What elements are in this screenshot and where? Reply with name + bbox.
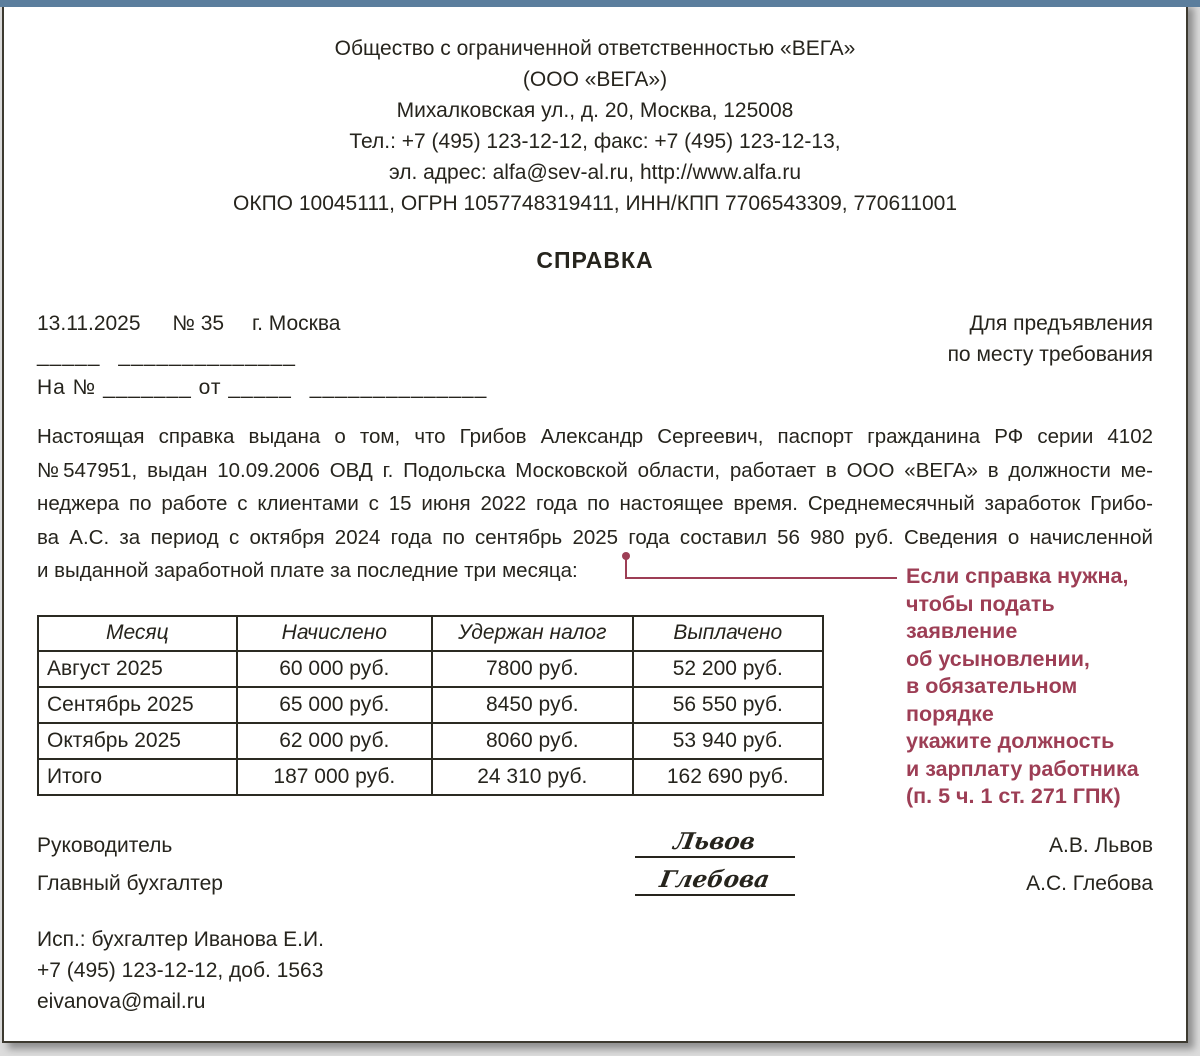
ref-blank-2: _____ <box>228 376 292 399</box>
body-line: и выданной заработной плате за последние три месяца: <box>37 559 578 582</box>
body-line: ва А.С. за период с октября 2024 года по сентябрь 2025 года составил 56 980 руб. Сведения о начисленной <box>37 525 1153 549</box>
ref-prefix: На № <box>37 376 97 399</box>
cell-total-tax: 24 310 руб. <box>432 759 633 795</box>
org-short-name-line: (ООО «ВЕГА») <box>522 68 668 91</box>
editorial-callout <box>906 563 1156 811</box>
callout-line: в обязательном порядке <box>906 674 1078 726</box>
cell-month: Сентябрь 2025 <box>38 687 237 723</box>
column-header-tax: Удержан налог <box>432 616 633 651</box>
window-top-edge <box>0 0 1200 7</box>
handwritten-signature: Львов <box>672 827 758 855</box>
signature-row-chief-accountant <box>37 866 1153 896</box>
purpose-line-2: по месту требования <box>947 343 1153 366</box>
callout-line: чтобы подать заявление <box>906 591 1055 643</box>
blank-short: _____ <box>37 344 101 367</box>
cell-paid: 52 200 руб. <box>633 651 823 687</box>
cell-total-accrued: 187 000 руб. <box>237 759 432 795</box>
purpose-line-1: Для предъявления <box>969 312 1153 335</box>
doc-date: 13.11.2025 <box>37 312 141 335</box>
signature-row-director <box>37 828 1153 858</box>
table-row <box>38 651 823 687</box>
callout-vertical-line <box>625 556 627 579</box>
cell-tax: 8060 руб. <box>432 723 633 759</box>
signature-line <box>635 828 795 858</box>
cell-month: Октябрь 2025 <box>38 723 237 759</box>
blank-line <box>37 340 487 372</box>
org-header <box>37 3 1153 219</box>
body-line: Настоящая справка выдана о том, что Грибов Александр Сергеевич, паспорт гражданина РФ серии 4102 <box>37 425 1153 448</box>
callout-line: и зарплату работника <box>906 756 1139 781</box>
handwritten-signature: Глебова <box>657 865 773 893</box>
signature-area <box>477 828 953 858</box>
table-header-row <box>38 616 823 651</box>
table-total-row <box>38 759 823 795</box>
cell-paid: 56 550 руб. <box>633 687 823 723</box>
executor-email-line: eivanova@mail.ru <box>37 989 206 1013</box>
document-page <box>2 1 1188 1043</box>
column-header-accrued: Начислено <box>237 616 432 651</box>
blank-long: ______________ <box>118 344 296 367</box>
cell-total-paid: 162 690 руб. <box>633 759 823 795</box>
cell-tax: 7800 руб. <box>432 651 633 687</box>
column-header-month: Месяц <box>38 616 237 651</box>
executor-name-line: Исп.: бухгалтер Иванова Е.И. <box>37 927 324 951</box>
date-number-city-line <box>37 308 487 340</box>
purpose-block <box>948 308 1153 370</box>
signature-label: Руководитель <box>37 833 173 857</box>
body-line: неджера по работе с клиентами с 15 июня 2022 года по настоящее время. Среднемесячный заработок Грибо- <box>37 492 1153 515</box>
doc-city: г. Москва <box>251 312 341 335</box>
cell-month: Август 2025 <box>38 651 237 687</box>
reference-line <box>37 372 487 404</box>
org-registry-line: ОКПО 10045111, ОГРН 1057748319411, ИНН/КПП 7706543309, 770611001 <box>233 192 957 215</box>
signature-name: А.В. Львов <box>1049 833 1153 857</box>
body-line: №547951, выдан 10.09.2006 ОВД г. Подольска Московской области, работает в ООО «ВЕГА» в должности ме- <box>37 458 1153 482</box>
callout-horizontal-line <box>625 577 897 579</box>
table-row <box>38 687 823 723</box>
signature-line <box>635 866 795 896</box>
org-phone-line: Тел.: +7 (495) 123-12-12, факс: +7 (495) 123-12-13, <box>349 130 841 153</box>
cell-accrued: 65 000 руб. <box>237 687 432 723</box>
signature-name: А.С. Глебова <box>1026 871 1153 895</box>
column-header-paid: Выплачено <box>633 616 823 651</box>
executor-phone-line: +7 (495) 123-12-12, доб. 1563 <box>37 958 324 982</box>
ref-blank-1: _______ <box>103 376 192 399</box>
org-address-line: Михалковская ул., д. 20, Москва, 125008 <box>396 99 794 122</box>
cell-tax: 8450 руб. <box>432 687 633 723</box>
doc-number: № 35 <box>172 312 225 335</box>
ref-blank-3: ______________ <box>309 376 488 399</box>
callout-line: об усыновлении, <box>906 646 1090 671</box>
document-title: СПРАВКА <box>536 247 654 273</box>
callout-line: Если справка нужна, <box>906 564 1129 588</box>
meta-left-block <box>37 308 487 404</box>
cell-paid: 53 940 руб. <box>633 723 823 759</box>
org-email-line: эл. адрес: alfa@sev-al.ru, http://www.alfa.ru <box>388 161 802 184</box>
cell-total-label: Итого <box>38 759 237 795</box>
signature-label: Главный бухгалтер <box>37 871 223 895</box>
cell-accrued: 60 000 руб. <box>237 651 432 687</box>
ref-ot-label: от <box>198 376 222 399</box>
table-row <box>38 723 823 759</box>
signature-area <box>477 866 953 896</box>
executor-footer <box>37 924 1153 1017</box>
callout-line: укажите должность <box>906 729 1115 753</box>
salary-table <box>37 615 824 796</box>
meta-row <box>37 308 1153 404</box>
org-name-line: Общество с ограниченной ответственностью «ВЕГА» <box>334 37 856 60</box>
callout-line: (п. 5 ч. 1 ст. 271 ГПК) <box>906 784 1121 808</box>
cell-accrued: 62 000 руб. <box>237 723 432 759</box>
